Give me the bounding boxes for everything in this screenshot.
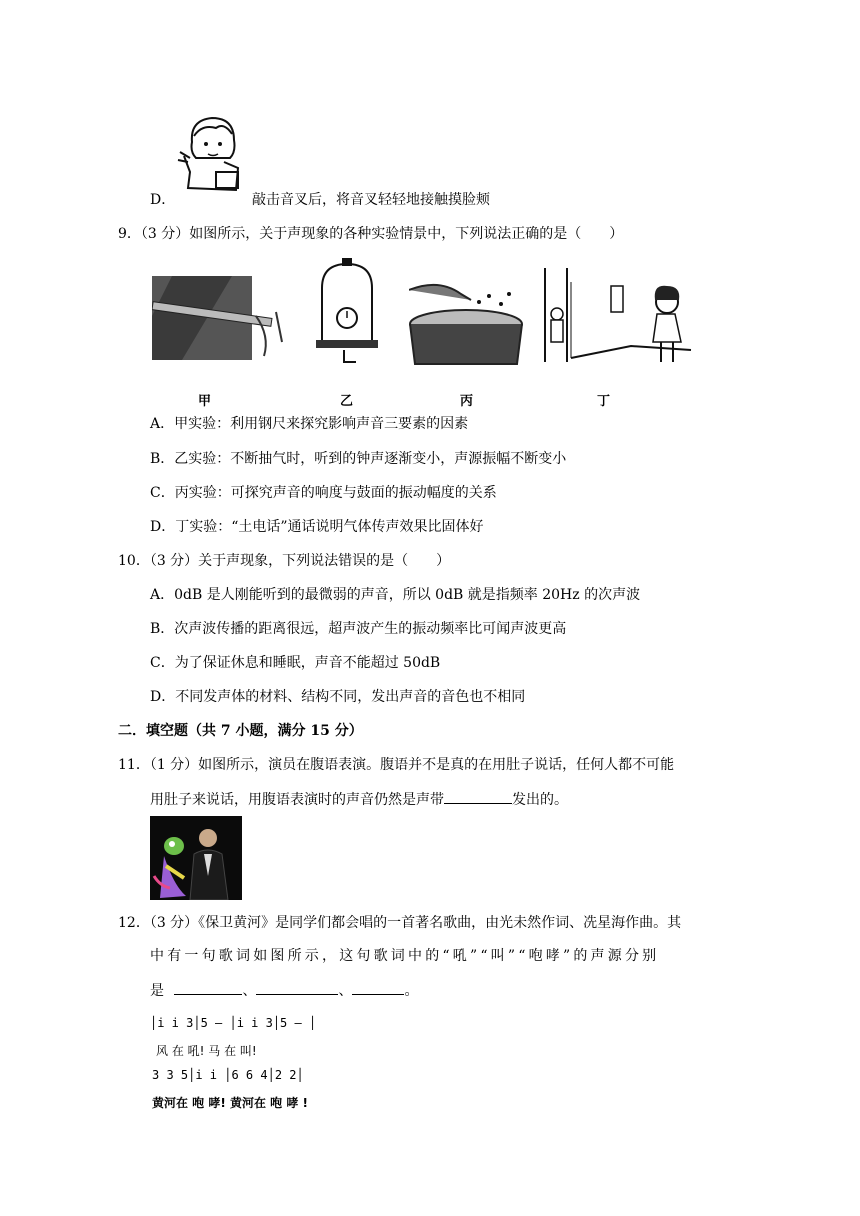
question-stem: 11．（1 分）如图所示，演员在腹语表演。腹语并不是真的在用肚子说话，任何人都不可能: [118, 757, 675, 773]
question-text: 是: [150, 983, 164, 999]
option-c: C．为了保证休息和睡眠，声音不能超过 50dB: [150, 655, 441, 671]
boy-touching-face-figure: [176, 112, 248, 194]
figure-caption-yi: 乙: [340, 394, 354, 409]
answer-blank-1[interactable]: [174, 980, 242, 995]
question-text: 发出的。: [512, 792, 568, 808]
option-letter: D．: [150, 192, 176, 208]
question-line: [150, 789, 568, 810]
answer-blank[interactable]: [444, 789, 512, 804]
option-d: D．丁实验：“土电话”通话说明气体传声效果比固体好: [150, 519, 484, 535]
steel-ruler-figure: [152, 276, 290, 360]
section-title: 二．填空题（共 7 小题，满分 15 分）: [118, 723, 363, 739]
option-a: A．0dB 是人刚能听到的最微弱的声音，所以 0dB 就是指频率 20Hz 的次声波: [150, 587, 641, 603]
question-stem: 9．（3 分）如图所示，关于声现象的各种实验情景中，下列说法正确的是（ ）: [118, 226, 624, 242]
drum-figure: [409, 278, 523, 366]
option-a: A．甲实验：利用钢尺来探究影响声音三要素的因素: [150, 416, 469, 432]
music-notation-row-1: │i i 3│5 – │i i 3│5 – │: [150, 1016, 317, 1030]
figure-caption-jia: 甲: [198, 394, 212, 409]
end-mark: 。: [404, 983, 419, 999]
question-text: 用肚子来说话，用腹语表演时的声音仍然是声带: [150, 792, 444, 808]
string-telephone-figure: [541, 268, 693, 368]
option-b: B．次声波传播的距离很远，超声波产生的振动频率比可闻声波更高: [150, 621, 567, 637]
bell-jar-figure: [314, 258, 380, 366]
option-d: D．不同发声体的材料、结构不同，发出声音的音色也不相同: [150, 689, 526, 705]
figure-caption-bing: 丙: [460, 394, 474, 409]
option-text: 敲击音叉后，将音叉轻轻地接触摸脸颊: [252, 192, 490, 208]
question-line: [150, 980, 418, 1001]
lyric-row-1: 风 在 吼! 马 在 叫!: [156, 1044, 257, 1058]
question-stem: 10．（3 分）关于声现象，下列说法错误的是（ ）: [118, 553, 451, 569]
ventriloquist-photo: [150, 816, 242, 900]
option-b: B．乙实验：不断抽气时，听到的钟声逐渐变小，声源振幅不断变小: [150, 451, 567, 467]
question-stem: 12．（3 分）《保卫黄河》是同学们都会唱的一首著名歌曲，由光未然作词、冼星海作曲。其: [118, 915, 682, 931]
figure-caption-ding: 丁: [597, 394, 611, 409]
answer-blank-3[interactable]: [352, 980, 404, 995]
answer-blank-2[interactable]: [256, 980, 338, 995]
music-notation-row-2: 3 3 5│i i │6 6 4│2 2│: [152, 1068, 304, 1082]
question-line: 中有一句歌词如图所示，这句歌词中的“吼”“叫”“咆哮”的声源分别: [150, 948, 660, 964]
separator: 、: [242, 983, 257, 999]
option-c: C．丙实验：可探究声音的响度与鼓面的振动幅度的关系: [150, 485, 497, 501]
separator: 、: [338, 983, 353, 999]
lyric-row-2: 黄河在 咆 哮! 黄河在 咆 哮 !: [152, 1096, 309, 1110]
